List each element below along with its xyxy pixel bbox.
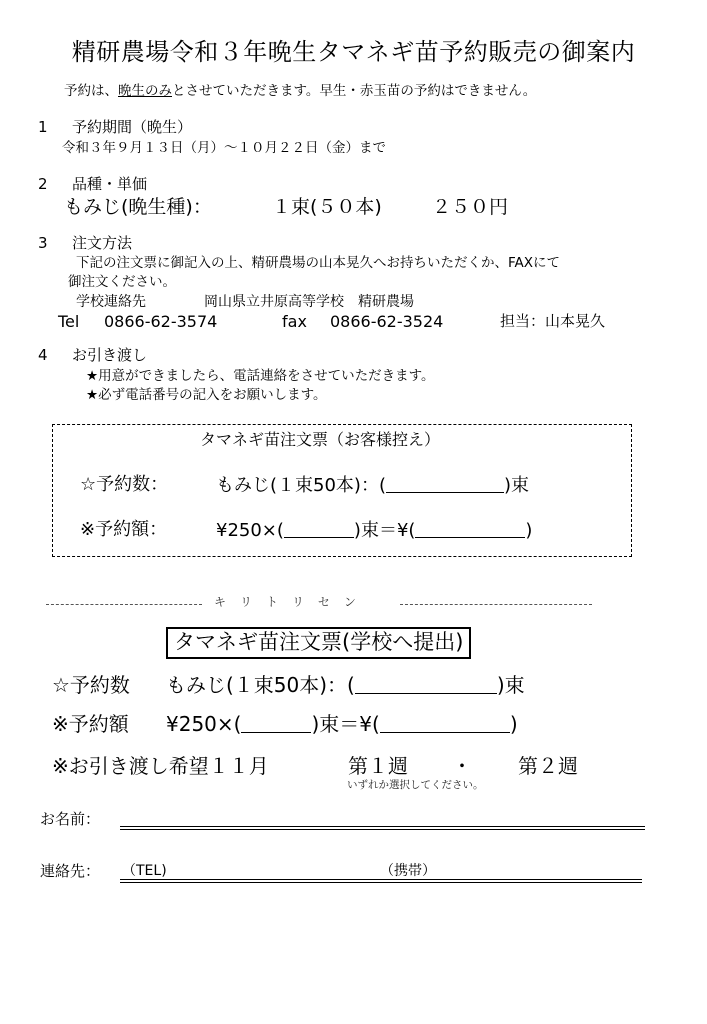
week2-option[interactable]: 第２週 — [518, 754, 578, 778]
order-form-title: タマネギ苗注文票(学校へ提出) — [166, 627, 471, 659]
section2-heading — [38, 177, 147, 192]
notice-post: とさせていただきます。早生・赤玉苗の予約はできません。 — [172, 83, 537, 99]
section2-title: 品種・単価 — [72, 175, 148, 193]
order-qty-unit: )束 — [496, 673, 525, 697]
cut-line-label: キリトリセン — [214, 595, 370, 609]
delivery-note-1: ★用意ができましたら、電話連絡をさせていただきます。 — [86, 368, 435, 384]
section4-number: 4 — [38, 346, 48, 364]
section3-heading — [38, 236, 132, 251]
section1-number: 1 — [38, 118, 48, 136]
order-amount-label: ※予約額 — [52, 712, 129, 736]
order-qty-row — [166, 675, 525, 695]
section3-title: 注文方法 — [72, 234, 133, 252]
order-bundles-field[interactable] — [241, 716, 311, 733]
order-amount-end: ) — [509, 712, 518, 736]
order-amount-row — [166, 714, 518, 734]
tel-field-label: （TEL) — [122, 863, 167, 879]
contact-label: 連絡先： — [40, 862, 101, 880]
week-separator: ・ — [452, 754, 472, 778]
person-in-charge: 担当：山本晃久 — [500, 312, 606, 330]
order-amount-mid: )束＝¥( — [311, 712, 380, 736]
customer-qty-unit: )束 — [503, 475, 530, 496]
notice-pre: 予約は、 — [64, 83, 118, 99]
variety-name: もみじ(晩生種)： — [64, 196, 212, 218]
customer-amount-label: ※予約額： — [80, 519, 168, 540]
unit-price: ２５０円 — [432, 196, 509, 218]
tel-label: Tel — [58, 312, 80, 331]
customer-amount-field[interactable] — [415, 521, 525, 538]
order-amount-expr: ¥250×( — [166, 712, 242, 736]
order-method-line2: 御注文ください。 — [68, 274, 176, 290]
contact-field[interactable] — [120, 882, 642, 883]
section1-heading — [38, 120, 192, 135]
customer-copy-title: タマネギ苗注文票（お客様控え） — [200, 430, 441, 449]
customer-amount-end: ) — [525, 520, 533, 541]
section1-title: 予約期間（晩生） — [72, 118, 193, 136]
customer-amount-mid: )束＝¥( — [353, 520, 416, 541]
reservation-period: 令和３年９月１３日（月）～１０月２２日（金）まで — [62, 140, 386, 156]
section3-number: 3 — [38, 234, 48, 252]
name-field[interactable] — [120, 829, 645, 830]
fax-number: 0866-62-3524 — [330, 312, 444, 331]
section4-title: お引き渡し — [72, 346, 148, 364]
delivery-note-2: ★必ず電話番号の記入をお願いします。 — [86, 387, 327, 403]
name-label: お名前： — [40, 810, 101, 828]
notice-text — [64, 85, 536, 99]
choose-note: いずれか選択してください。 — [347, 779, 484, 791]
customer-bundles-field[interactable] — [284, 521, 354, 538]
order-amount-field[interactable] — [380, 716, 510, 733]
section2-number: 2 — [38, 175, 48, 193]
order-qty-field[interactable] — [355, 677, 497, 694]
customer-qty-field[interactable] — [386, 476, 504, 493]
section4-heading — [38, 348, 147, 363]
order-qty-item: もみじ(１束50本)：( — [166, 673, 355, 697]
tel-number: 0866-62-3574 — [104, 312, 218, 331]
school-contact-name: 岡山県立井原高等学校 精研農場 — [204, 294, 414, 310]
customer-amount-row — [216, 521, 532, 540]
customer-qty-label: ☆予約数： — [80, 474, 169, 495]
order-qty-label: ☆予約数 — [52, 673, 130, 697]
notice-underlined: 晩生のみ — [118, 83, 172, 99]
page-title: 精研農場令和３年晩生タマネギ苗予約販売の御案内 — [71, 38, 636, 66]
order-method-line1: 下記の注文票に御記入の上、精研農場の山本晃久へお持ちいただくか、FAXにて — [76, 255, 561, 271]
name-line-1 — [120, 826, 645, 827]
school-contact-label: 学校連絡先 — [76, 294, 146, 310]
bundle-size: １束(５０本) — [272, 196, 382, 218]
mobile-field-label: （携帯） — [380, 863, 436, 879]
cut-line-left — [46, 604, 202, 605]
customer-amount-expr: ¥250×( — [216, 520, 284, 541]
cut-line-right — [400, 604, 592, 605]
delivery-preference-label: ※お引き渡し希望１１月 — [52, 754, 269, 778]
week1-option[interactable]: 第１週 — [348, 754, 408, 778]
customer-qty-row — [216, 476, 529, 495]
contact-line-1 — [120, 879, 642, 880]
fax-label: fax — [282, 312, 307, 331]
customer-qty-item: もみじ(１束50本)：( — [216, 475, 386, 496]
